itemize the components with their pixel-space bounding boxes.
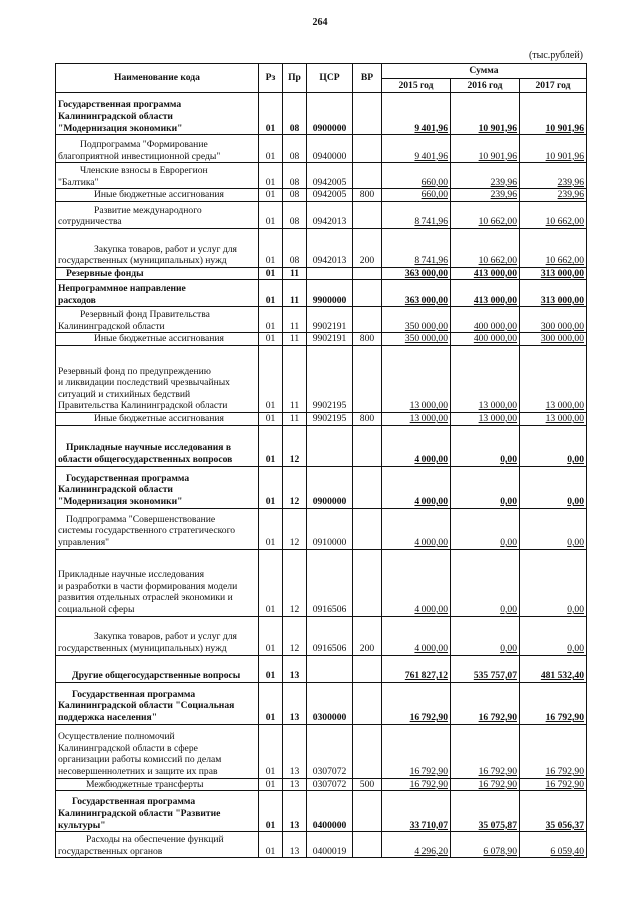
cell-2017: 0,00: [520, 508, 587, 549]
cell-name-line: благоприятной инвестиционной среды": [58, 150, 221, 162]
cell-2017: 6 059,40: [520, 832, 587, 858]
table-body: [56, 93, 587, 858]
cell-2015: 16 792,90: [382, 682, 451, 724]
cell-2016: 239,96: [451, 189, 520, 202]
cell-pr: 11: [283, 412, 307, 425]
table-row: [56, 655, 587, 682]
cell-vr: [353, 345, 382, 412]
cell-rz: 01: [259, 201, 283, 228]
cell-2015: 4 000,00: [382, 508, 451, 549]
cell-csr: [307, 655, 353, 682]
cell-csr: 0900000: [307, 466, 353, 508]
cell-name-line: Подпрограмма "Совершенствование: [66, 513, 216, 525]
cell-pr: 13: [283, 724, 307, 778]
cell-2015: 4 000,00: [382, 466, 451, 508]
cell-csr: 9900000: [307, 280, 353, 307]
cell-name-line: Калининградской области: [58, 320, 165, 332]
cell-name: [56, 425, 259, 466]
cell-name-line: Резервный фонд по предупреждению: [58, 365, 211, 377]
cell-pr: 11: [283, 333, 307, 346]
cell-rz: 01: [259, 682, 283, 724]
cell-rz: 01: [259, 425, 283, 466]
cell-name: [56, 832, 259, 858]
cell-rz: 01: [259, 135, 283, 163]
cell-name-line: Государственная программа: [58, 99, 182, 111]
cell-vr: [353, 724, 382, 778]
header-vr: ВР: [353, 64, 382, 93]
cell-name-line: Прикладные научные исследования: [58, 569, 205, 581]
cell-2017: 16 792,90: [520, 778, 587, 791]
cell-2015: 350 000,00: [382, 307, 451, 333]
cell-vr: [353, 267, 382, 280]
cell-name: [56, 267, 259, 280]
cell-vr: [353, 791, 382, 832]
cell-pr: 11: [283, 280, 307, 307]
cell-name-line: поддержка населения": [58, 711, 158, 723]
cell-2015: 4 000,00: [382, 425, 451, 466]
cell-csr: [307, 425, 353, 466]
cell-csr: 0942013: [307, 228, 353, 267]
cell-2015: 4 000,00: [382, 616, 451, 655]
cell-name: [56, 508, 259, 549]
budget-table: [55, 63, 587, 858]
cell-2016: 16 792,90: [451, 724, 520, 778]
cell-2015: 13 000,00: [382, 412, 451, 425]
cell-rz: 01: [259, 655, 283, 682]
table-row: [56, 832, 587, 858]
cell-2015: 33 710,07: [382, 791, 451, 832]
cell-rz: 01: [259, 466, 283, 508]
cell-csr: 0916506: [307, 616, 353, 655]
cell-name-line: Другие общегосударственные вопросы: [72, 669, 241, 681]
cell-pr: 08: [283, 135, 307, 163]
cell-name: [56, 135, 259, 163]
cell-name-line: Иные бюджетные ассигнования: [94, 333, 224, 345]
cell-name-line: Развитие международного: [94, 204, 202, 216]
cell-csr: 0942013: [307, 201, 353, 228]
table-row: [56, 412, 587, 425]
cell-2017: 313 000,00: [520, 280, 587, 307]
header-sum: Сумма: [382, 64, 587, 79]
cell-name-line: Государственная программа: [72, 796, 196, 808]
cell-2016: 13 000,00: [451, 412, 520, 425]
cell-rz: 01: [259, 307, 283, 333]
cell-2016: 400 000,00: [451, 333, 520, 346]
cell-csr: 9902191: [307, 307, 353, 333]
cell-rz: 01: [259, 189, 283, 202]
cell-name: [56, 791, 259, 832]
cell-rz: 01: [259, 163, 283, 189]
header-pr: Пр: [283, 64, 307, 93]
header-2016: 2016 год: [451, 78, 520, 93]
cell-csr: 0900000: [307, 93, 353, 135]
cell-rz: 01: [259, 616, 283, 655]
cell-csr: 0400019: [307, 832, 353, 858]
cell-vr: [353, 163, 382, 189]
table-row: [56, 163, 587, 189]
cell-2016: 10 662,00: [451, 228, 520, 267]
cell-pr: 12: [283, 466, 307, 508]
cell-2015: 9 401,96: [382, 93, 451, 135]
cell-vr: 800: [353, 412, 382, 425]
cell-vr: [353, 93, 382, 135]
cell-name-line: управления": [58, 536, 110, 548]
cell-vr: [353, 655, 382, 682]
table-row: [56, 93, 587, 135]
header-csr: ЦСР: [307, 64, 353, 93]
cell-2016: 0,00: [451, 466, 520, 508]
cell-2015: 350 000,00: [382, 333, 451, 346]
table-row: [56, 724, 587, 778]
cell-name-line: Непрограммное направление: [58, 283, 186, 295]
cell-vr: [353, 135, 382, 163]
cell-name-line: государственных (муниципальных) нужд: [58, 642, 227, 654]
cell-csr: 0307072: [307, 724, 353, 778]
cell-2015: 13 000,00: [382, 345, 451, 412]
cell-csr: 0300000: [307, 682, 353, 724]
cell-rz: 01: [259, 267, 283, 280]
table-row: [56, 778, 587, 791]
header-2015: 2015 год: [382, 78, 451, 93]
cell-name-line: государственных (муниципальных) нужд: [58, 255, 227, 267]
cell-2015: 363 000,00: [382, 267, 451, 280]
cell-vr: [353, 508, 382, 549]
cell-2016: 0,00: [451, 549, 520, 616]
cell-2015: 4 296,20: [382, 832, 451, 858]
cell-2016: 10 901,96: [451, 93, 520, 135]
table-row: [56, 267, 587, 280]
cell-2015: 8 741,96: [382, 201, 451, 228]
cell-name-line: Подпрограмма "Формирование: [80, 139, 208, 150]
header-2017: 2017 год: [520, 78, 587, 93]
cell-name-line: Осуществление полномочий: [58, 731, 175, 743]
cell-rz: 01: [259, 549, 283, 616]
cell-name-line: Калининградской области "Развитие: [58, 807, 221, 819]
cell-csr: 0940000: [307, 135, 353, 163]
cell-pr: 13: [283, 778, 307, 791]
cell-csr: 0307072: [307, 778, 353, 791]
cell-pr: 08: [283, 93, 307, 135]
cell-2016: 535 757,07: [451, 655, 520, 682]
cell-csr: 9902195: [307, 412, 353, 425]
cell-2017: 10 901,96: [520, 135, 587, 163]
cell-2017: 35 056,37: [520, 791, 587, 832]
table-row: [56, 616, 587, 655]
table-row: [56, 549, 587, 616]
cell-2016: 0,00: [451, 425, 520, 466]
cell-name-line: "Модернизация экономики": [58, 122, 183, 134]
cell-vr: [353, 280, 382, 307]
cell-2017: 0,00: [520, 466, 587, 508]
cell-name: [56, 307, 259, 333]
cell-2015: 363 000,00: [382, 280, 451, 307]
cell-name: [56, 93, 259, 135]
cell-2015: 9 401,96: [382, 135, 451, 163]
cell-rz: 01: [259, 508, 283, 549]
cell-pr: 12: [283, 616, 307, 655]
cell-name-line: Калининградской области: [58, 111, 173, 122]
table-row: [56, 201, 587, 228]
cell-pr: 08: [283, 163, 307, 189]
table-row: [56, 228, 587, 267]
cell-2016: 16 792,90: [451, 778, 520, 791]
cell-csr: 0942005: [307, 189, 353, 202]
cell-2017: 313 000,00: [520, 267, 587, 280]
cell-pr: 11: [283, 345, 307, 412]
header-rz: Рз: [259, 64, 283, 93]
cell-csr: 9902195: [307, 345, 353, 412]
cell-pr: 13: [283, 832, 307, 858]
cell-2017: 0,00: [520, 549, 587, 616]
cell-pr: 12: [283, 425, 307, 466]
cell-rz: 01: [259, 724, 283, 778]
cell-2017: 16 792,90: [520, 682, 587, 724]
cell-csr: 0942005: [307, 163, 353, 189]
cell-2015: 761 827,12: [382, 655, 451, 682]
cell-csr: 0916506: [307, 549, 353, 616]
cell-2016: 0,00: [451, 508, 520, 549]
cell-name: [56, 466, 259, 508]
cell-pr: 13: [283, 791, 307, 832]
cell-name-line: ситуаций и стихийных бедствий: [58, 388, 191, 400]
cell-2017: 0,00: [520, 425, 587, 466]
cell-2016: 10 662,00: [451, 201, 520, 228]
cell-rz: 01: [259, 228, 283, 267]
cell-pr: 13: [283, 655, 307, 682]
cell-pr: 08: [283, 189, 307, 202]
table-row: [56, 508, 587, 549]
cell-name: [56, 412, 259, 425]
cell-pr: 12: [283, 549, 307, 616]
cell-rz: 01: [259, 93, 283, 135]
table-row: [56, 333, 587, 346]
cell-rz: 01: [259, 280, 283, 307]
cell-pr: 11: [283, 307, 307, 333]
cell-name-line: Закупка товаров, работ и услуг для: [94, 243, 237, 255]
cell-name: [56, 201, 259, 228]
table-row: [56, 425, 587, 466]
cell-2016: 13 000,00: [451, 345, 520, 412]
table-row: [56, 682, 587, 724]
cell-vr: 800: [353, 189, 382, 202]
cell-vr: [353, 425, 382, 466]
cell-2016: 239,96: [451, 163, 520, 189]
cell-name-line: организации работы комиссий по делам: [58, 754, 222, 766]
cell-vr: [353, 832, 382, 858]
cell-name-line: Прикладные научные исследования в: [66, 442, 232, 454]
cell-2017: 10 662,00: [520, 201, 587, 228]
cell-2017: 300 000,00: [520, 307, 587, 333]
cell-name-line: социальной сферы: [58, 603, 135, 615]
cell-rz: 01: [259, 791, 283, 832]
cell-name-line: Членские взносы в Еврорегион: [80, 165, 208, 176]
cell-pr: 08: [283, 201, 307, 228]
cell-name-line: государственных органов: [58, 845, 163, 857]
cell-name: [56, 778, 259, 791]
cell-2017: 0,00: [520, 616, 587, 655]
cell-pr: 12: [283, 508, 307, 549]
table-row: [56, 135, 587, 163]
cell-name-line: "Балтика": [58, 176, 99, 188]
cell-csr: 0910000: [307, 508, 353, 549]
cell-2015: 8 741,96: [382, 228, 451, 267]
cell-name-line: несовершеннолетних и защите их прав: [58, 765, 218, 777]
cell-2016: 16 792,90: [451, 682, 520, 724]
cell-name: [56, 280, 259, 307]
cell-vr: 800: [353, 333, 382, 346]
cell-vr: 200: [353, 616, 382, 655]
cell-vr: [353, 549, 382, 616]
cell-2017: 10 901,96: [520, 93, 587, 135]
cell-2016: 10 901,96: [451, 135, 520, 163]
cell-name: [56, 228, 259, 267]
cell-name-line: Расходы на обеспечение функций: [86, 833, 224, 845]
cell-name-line: Межбюджетные трансферты: [86, 778, 204, 790]
cell-name-line: системы государственного стратегического: [58, 525, 236, 537]
cell-2017: 13 000,00: [520, 412, 587, 425]
cell-name-line: Иные бюджетные ассигнования: [94, 189, 224, 201]
cell-2017: 300 000,00: [520, 333, 587, 346]
page-number: 264: [312, 17, 328, 28]
cell-csr: 0400000: [307, 791, 353, 832]
cell-name-line: Иные бюджетные ассигнования: [94, 412, 224, 424]
cell-2015: 16 792,90: [382, 778, 451, 791]
header-name: Наименование кода: [56, 64, 259, 93]
cell-name: [56, 345, 259, 412]
cell-2015: 660,00: [382, 189, 451, 202]
cell-2015: 660,00: [382, 163, 451, 189]
cell-2016: 400 000,00: [451, 307, 520, 333]
cell-name-line: Резервный фонд Правительства: [80, 309, 210, 321]
cell-2017: 16 792,90: [520, 724, 587, 778]
cell-2016: 35 075,87: [451, 791, 520, 832]
cell-name-line: Калининградской области "Социальная: [58, 700, 235, 712]
cell-rz: 01: [259, 333, 283, 346]
cell-vr: 500: [353, 778, 382, 791]
cell-pr: 11: [283, 267, 307, 280]
cell-2016: 0,00: [451, 616, 520, 655]
cell-name-line: культуры": [58, 819, 106, 831]
cell-name-line: Государственная программа: [72, 688, 196, 700]
cell-name: [56, 682, 259, 724]
cell-name: [56, 189, 259, 202]
cell-pr: 13: [283, 682, 307, 724]
cell-name-line: расходов: [58, 294, 96, 306]
units-label: (тыс.рублей): [528, 50, 583, 61]
cell-name-line: Калининградской области: [58, 484, 173, 496]
cell-2016: 413 000,00: [451, 280, 520, 307]
cell-rz: 01: [259, 778, 283, 791]
cell-pr: 08: [283, 228, 307, 267]
cell-2016: 413 000,00: [451, 267, 520, 280]
cell-name-line: и ликвидации последствий чрезвычайных: [58, 377, 230, 389]
cell-name-line: Государственная программа: [66, 472, 190, 484]
cell-name-line: области общегосударственных вопросов: [58, 453, 233, 465]
cell-name-line: "Модернизация экономики": [58, 495, 183, 507]
cell-name: [56, 616, 259, 655]
cell-vr: [353, 307, 382, 333]
cell-vr: [353, 466, 382, 508]
cell-2017: 239,96: [520, 189, 587, 202]
table-row: [56, 345, 587, 412]
cell-csr: [307, 267, 353, 280]
cell-2015: 16 792,90: [382, 724, 451, 778]
cell-name-line: сотрудничества: [58, 216, 122, 228]
cell-csr: 9902191: [307, 333, 353, 346]
cell-vr: 200: [353, 228, 382, 267]
cell-name-line: Правительства Калининградской области: [58, 400, 228, 412]
cell-rz: 01: [259, 832, 283, 858]
table-row: [56, 280, 587, 307]
cell-2017: 13 000,00: [520, 345, 587, 412]
cell-name: [56, 333, 259, 346]
cell-2016: 6 078,90: [451, 832, 520, 858]
table-row: [56, 307, 587, 333]
cell-name: [56, 163, 259, 189]
table-row: [56, 466, 587, 508]
cell-name: [56, 655, 259, 682]
table-row: [56, 791, 587, 832]
cell-2015: 4 000,00: [382, 549, 451, 616]
cell-name-line: Закупка товаров, работ и услуг для: [94, 631, 237, 643]
cell-vr: [353, 682, 382, 724]
cell-2017: 10 662,00: [520, 228, 587, 267]
cell-rz: 01: [259, 345, 283, 412]
cell-name-line: Калининградской области в сфере: [58, 742, 198, 754]
cell-name: [56, 724, 259, 778]
cell-name-line: и разработки в части формирования модели: [58, 580, 238, 592]
cell-name-line: развития отдельных отраслей экономики и: [58, 592, 233, 604]
table-row: [56, 189, 587, 202]
cell-rz: 01: [259, 412, 283, 425]
cell-vr: [353, 201, 382, 228]
cell-2017: 481 532,40: [520, 655, 587, 682]
cell-name-line: Резервные фонды: [66, 267, 144, 279]
cell-2017: 239,96: [520, 163, 587, 189]
cell-name: [56, 549, 259, 616]
